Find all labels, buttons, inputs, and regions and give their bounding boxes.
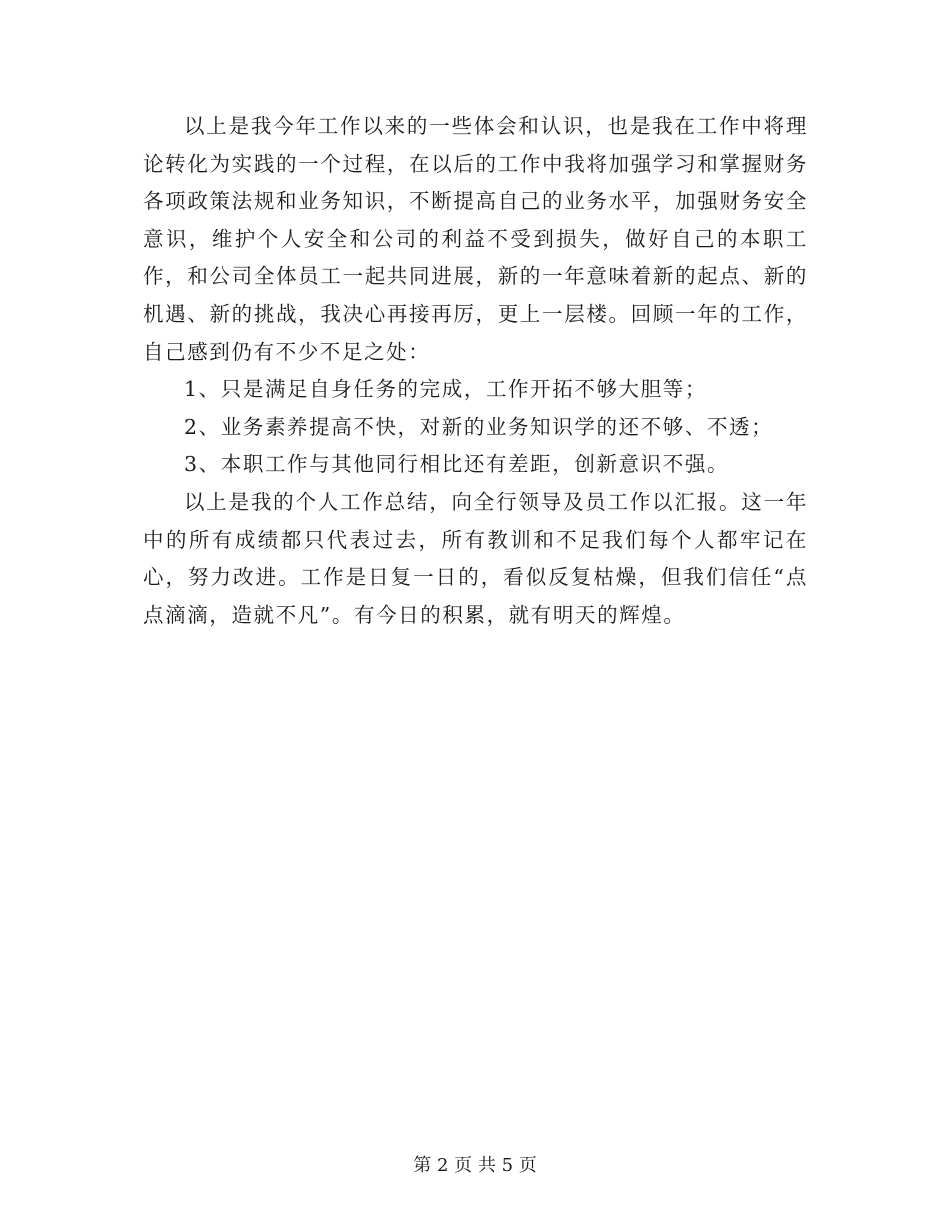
list-item-shortcoming-3: 3、本职工作与其他同行相比还有差距，创新意识不强。: [184, 452, 730, 477]
page-number-footer: 第 2 页 共 5 页: [413, 1155, 537, 1176]
document-body: [143, 108, 808, 634]
list-item-shortcoming-2: 2、业务素养提高不快，对新的业务知识学的还不够、不透；: [184, 414, 774, 439]
paragraph-conclusion: 以上是我的个人工作总结，向全行领导及员工作以汇报。这一年中的所有成绩都只代表过去，所有教训和不足我们每个人都牢记在心，努力改进。工作是日复一日的，看似反复枯燥，但我们信任“点点滴滴，造就不凡”。有今日的积累，就有明天的辉煌。: [143, 489, 808, 627]
list-item-shortcoming-1: 1、只是满足自身任务的完成，工作开拓不够大胆等；: [184, 377, 707, 402]
paragraph-summary: 以上是我今年工作以来的一些体会和认识，也是我在工作中将理论转化为实践的一个过程，在以后的工作中我将加强学习和掌握财务各项政策法规和业务知识，不断提高自己的业务水平，加强财务安全意识，维护个人安全和公司的利益不受到损失，做好自己的本职工作，和公司全体员工一起共同进展，新的一年意味着新的起点、新的机遇、新的挑战，我决心再接再厉，更上一层楼。回顾一年的工作，自己感到仍有不少不足之处：: [143, 114, 808, 364]
